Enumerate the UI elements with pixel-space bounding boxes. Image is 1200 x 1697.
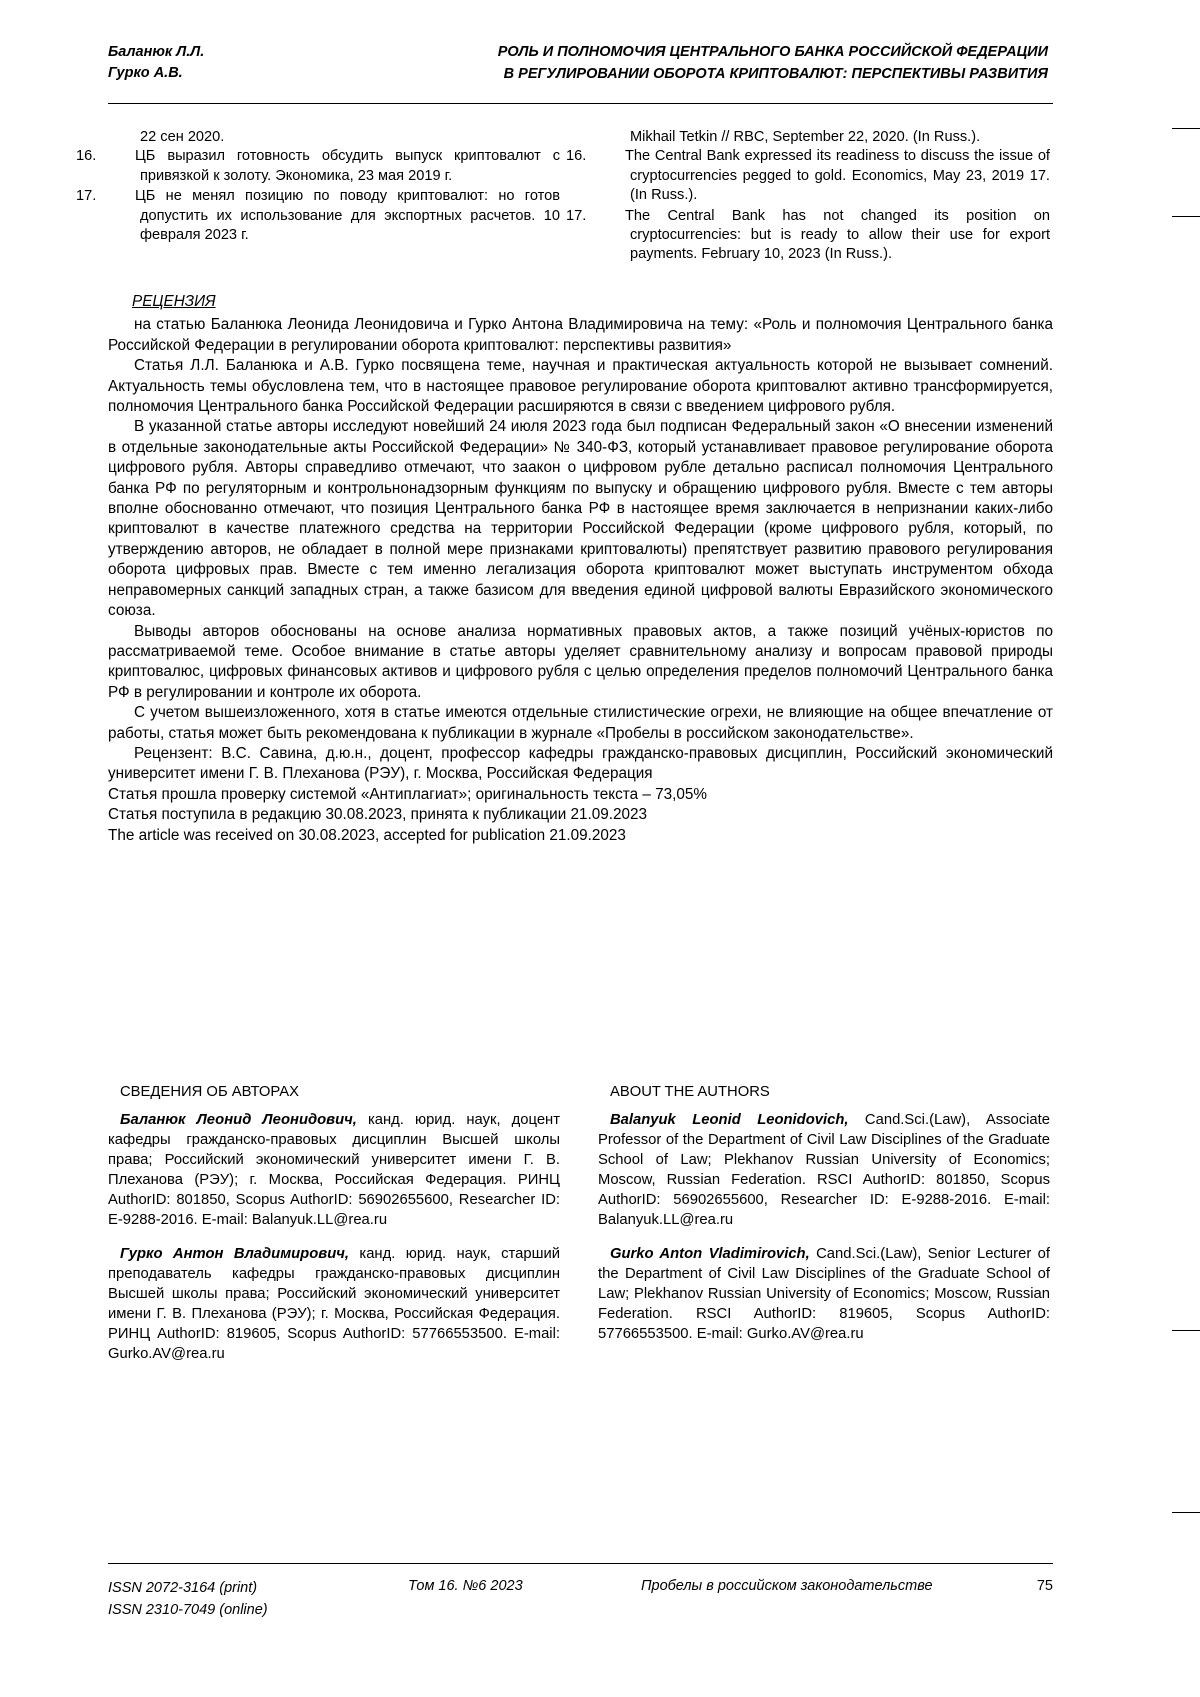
header-divider: [108, 103, 1053, 104]
author-entry: [598, 1111, 1050, 1231]
author-entry: [108, 1245, 560, 1365]
reference-number: 17.: [566, 207, 587, 224]
review-heading: РЕЦЕНЗИЯ: [132, 293, 216, 310]
author-name: Gurko Anton Vladimirovich,: [610, 1245, 810, 1262]
author-name: Гурко Антон Владимирович,: [120, 1245, 349, 1262]
review-paragraph: Статья Л.Л. Баланюка и А.В. Гурко посвящена теме, научная и практическая актуальность которой не вызывает сомнений. Актуальность темы обусловлена тем, что в настоящее правовое регулирование оборота криптовалют активно трансформируется, полномочия Центрального банка Российской Федерации расширяются в связи с введением цифрового рубля.: [108, 357, 1053, 416]
crop-mark-lower: [1172, 1330, 1200, 1331]
received-note-ru: Статья поступила в редакцию 30.08.2023, принята к публикации 21.09.2023: [108, 806, 648, 824]
review-section: [108, 292, 1053, 846]
header-author-1: Баланюк Л.Л.: [108, 44, 205, 60]
reference-item: [76, 187, 560, 245]
reference-text: The Central Bank expressed its readiness to discuss the issue of cryptocurrencies pegged to gold. Economics, May 23, 2019 17. (In Russ.).: [625, 148, 1050, 204]
reference-text: The Central Bank has not changed its position on cryptocurrencies: but is ready to allow their use for export payments. February 10, 2023 (In Russ.).: [625, 207, 1050, 263]
page-title-line-1: РОЛЬ И ПОЛНОМОЧИЯ ЦЕНТРАЛЬНОГО БАНКА РОССИЙСКОЙ ФЕДЕРАЦИИ: [497, 44, 1048, 60]
reviewer-info: Рецензент: В.С. Савина, д.ю.н., доцент, профессор кафедры гражданско-правовых дисциплин, Российский экономический университет имени Г. В. Плеханова (РЭУ), г. Москва, Российская Федерация: [108, 744, 1053, 783]
page-footer: [108, 1578, 1053, 1622]
about-authors-block: [108, 1083, 1053, 1365]
volume-info: Том 16. №6 2023: [408, 1578, 523, 1594]
crop-mark-upper: [1172, 216, 1200, 217]
header-author-2: Гурко А.В.: [108, 65, 183, 82]
crop-mark-bottom: [1172, 1512, 1200, 1513]
author-details: канд. юрид. наук, старший преподаватель кафедры гражданско-правовых дисциплин Высшей школы права; Российский экономический университет имени Г. В. Плеханова (РЭУ); г. Москва, Российская Федерация. РИНЦ AuthorID: 819605, Scopus AuthorID: 57766553500. E-mail: Gurko.AV@rea.ru: [108, 1245, 560, 1362]
author-entry: [598, 1245, 1050, 1345]
running-header: [108, 42, 1048, 86]
reference-item: [566, 147, 1050, 205]
issn-block: [108, 1578, 408, 1622]
reference-continuation: Mikhail Tetkin // RBC, September 22, 2020. (In Russ.).: [630, 129, 981, 145]
reference-item: [566, 207, 1050, 265]
review-subject: на статью Баланюка Леонида Леонидовича и Гурко Антона Владимировича на тему: «Роль и полномочия Центрального банка Российской Федерации в регулировании оборота криптовалют: перспективы развития»: [108, 316, 1053, 354]
reference-text: ЦБ выразил готовность обсудить выпуск криптовалют с привязкой к золоту. Экономика, 23 мая 2019 г.: [135, 148, 560, 184]
journal-name: Пробелы в российском законодательстве: [641, 1578, 933, 1594]
issn-print: ISSN 2072-3164 (print): [108, 1580, 258, 1596]
references-block: [76, 128, 1053, 266]
author-name: Баланюк Леонид Леонидович,: [120, 1111, 357, 1128]
references-column-en: [566, 128, 1050, 266]
received-note-en: The article was received on 30.08.2023, accepted for publication 21.09.2023: [108, 826, 626, 844]
reference-number: 16.: [566, 148, 587, 165]
page-number: 75: [1036, 1578, 1053, 1594]
author-name: Balanyuk Leonid Leonidovich,: [610, 1111, 849, 1128]
page-title-line-2: В РЕГУЛИРОВАНИИ ОБОРОТА КРИПТОВАЛЮТ: ПЕРСПЕКТИВЫ РАЗВИТИЯ: [503, 65, 1048, 82]
reference-continuation: 22 сен 2020.: [140, 129, 225, 145]
about-heading-en: ABOUT THE AUTHORS: [610, 1084, 770, 1100]
reference-number: 16.: [76, 148, 97, 165]
author-details: Cand.Sci.(Law), Associate Professor of the Department of Civil Law Disciplines of the Graduate School of Law; Plekhanov Russian University of Economics; Moscow, Russian Federation. RSCI AuthorID: 801850, Scopus AuthorID: 56902655600, Researcher ID: E-9288-2016. E-mail: Balanyuk.LL@rea.ru: [598, 1111, 1050, 1228]
references-column-ru: [76, 128, 560, 266]
page-title: [498, 42, 1048, 86]
issn-online: ISSN 2310-7049 (online): [108, 1601, 268, 1618]
review-paragraph: С учетом вышеизложенного, хотя в статье имеются отдельные стилистические огрехи, не влияющие на общее впечатление от работы, статья может быть рекомендована к публикации в журнале «Пробелы в российском законодательстве».: [108, 704, 1053, 742]
about-authors-en: [598, 1083, 1050, 1365]
review-paragraph: Выводы авторов обоснованы на основе анализа нормативных правовых актов, а также позиций учёных-юристов по рассматриваемой теме. Особое внимание в статье авторы уделяет сравнительному анализу и вопросам правовой природы криптовалюс, цифровых финансовых активов и цифрового рубля с целью определения пределов полномочий Центрального банка РФ в регулировании и контроле их оборота.: [108, 622, 1053, 701]
author-details: Cand.Sci.(Law), Senior Lecturer of the Department of Civil Law Disciplines of the Graduate School of Law; Plekhanov Russian University of Economics; Moscow, Russian Federation. RSCI AuthorID: 819605, Scopus AuthorID: 57766553500. E-mail: Gurko.AV@rea.ru: [598, 1245, 1050, 1342]
about-heading-ru: СВЕДЕНИЯ ОБ АВТОРАХ: [120, 1084, 300, 1100]
author-entry: [108, 1111, 560, 1231]
author-details: канд. юрид. наук, доцент кафедры гражданско-правовых дисциплин Высшей школы права; Российский экономический университет имени Г. В. Плеханова (РЭУ); г. Москва, Российская Федерация. РИНЦ AuthorID: 801850, Scopus AuthorID: 56902655600, Researcher ID: E-9288-2016. E-mail: Balanyuk.LL@rea.ru: [108, 1111, 560, 1228]
header-authors: [108, 42, 204, 84]
antiplagiat-note: Статья прошла проверку системой «Антиплагиат»; оригинальность текста – 73,05%: [108, 785, 708, 803]
reference-item: [76, 147, 560, 186]
footer-divider: [108, 1563, 1053, 1564]
review-paragraph: В указанной статье авторы исследуют новейший 24 июля 2023 года был подписан Федеральный закон «О внесении изменений в отдельные законодательные акты Российской Федерации» № 340-ФЗ, который устанавливает правовое регулирование оборота цифрового рубля. Авторы справедливо отмечают, что заакон о цифровом рубле детально расписал полномочия Центрального банка РФ по регуляторным и контрольнонадзорным функциям по выпуску и обращению цифрового рубля. Вместе с тем авторы вполне обоснованно отмечают, что позиция Центрального банка РФ в настоящее время заключается в непризнании каких-либо криптовалют в качестве платежного средства на территории Российской Федерации (кроме цифрового рубля, который, по утверждению авторов, не обладает в полной мере признаками криптовалюты) препятствует развитию правового регулирования оборота цифровых прав. Вместе с тем именно легализация оборота криптовалют может выступать инструментом обхода неправомерных санкций западных стран, а также базисом для введения единой цифровой валюты Евразийского экономического союза.: [108, 418, 1053, 620]
reference-text: ЦБ не менял позицию по поводу криптовалют: но готов допустить их использование для экспортных расчетов. 10 февраля 2023 г.: [135, 188, 560, 244]
reference-number: 17.: [76, 188, 97, 205]
crop-mark-top: [1172, 128, 1200, 129]
about-authors-ru: [108, 1083, 560, 1365]
